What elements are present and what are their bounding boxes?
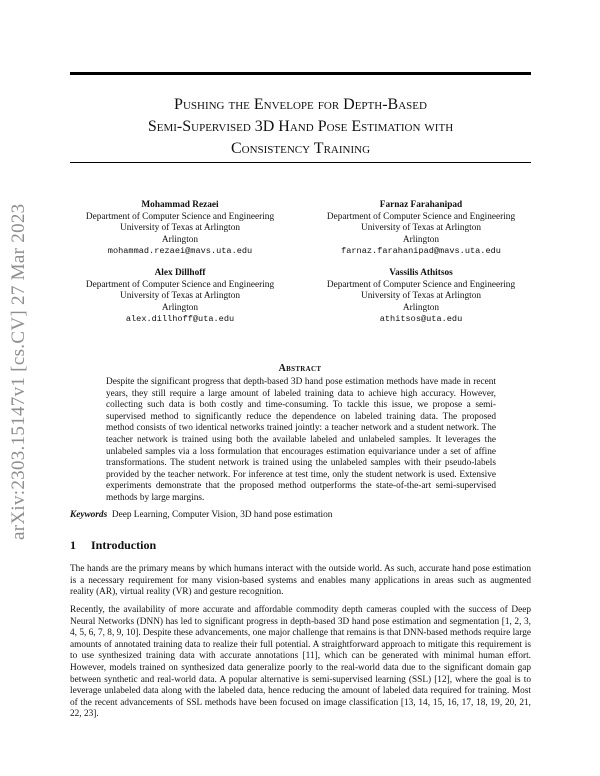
author-name: Farnaz Farahanipad bbox=[379, 200, 463, 210]
section-title: Introduction bbox=[91, 538, 157, 552]
title-top-rule bbox=[70, 72, 531, 75]
author-email[interactable]: farnaz.farahanipad@mavs.uta.edu bbox=[341, 246, 501, 257]
intro-paragraph-1: The hands are the primary means by which humans interact with the outside world. As such, accurate hand pose estimation is a necessary requirement for many vision-based systems and enables many applications in areas such as augmented reality (AR), virtual reality (VR) and gesture recognition. bbox=[70, 564, 531, 598]
section-heading bbox=[70, 538, 156, 553]
author-2 bbox=[291, 200, 551, 258]
author-city: Arlington bbox=[402, 234, 440, 245]
arxiv-side-stamp: arXiv:2303.15147v1 [cs.CV] 27 Mar 2023 bbox=[8, 203, 29, 540]
author-email[interactable]: mohammad.rezaei@mavs.uta.edu bbox=[107, 246, 253, 257]
author-city: Arlington bbox=[161, 234, 199, 245]
abstract-text: Despite the significant progress that depth-based 3D hand pose estimation methods have made in recent years, they still require a large amount of labeled training data to achieve high accuracy. However, collecting such data is both costly and time-consuming. To tackle this issue, we propose a semi-supervised method to significantly reduce the dependence on labeled training data. The proposed method consists of two identical networks trained jointly: a teacher network and a student network. The teacher network is trained using both the available labeled and unlabeled samples. It leverages the unlabeled samples via a loss formulation that encourages estimation equivariance under a set of affine transformations. The student network is trained using the unlabeled samples with their pseudo-labels provided by the teacher network. For inference at test time, only the student network is used. Extensive experiments demonstrate that the proposed method outperforms the state-of-the-art semi-supervised methods by large margins. bbox=[106, 377, 496, 503]
title-line-3: Consistency Training bbox=[230, 140, 371, 157]
author-3 bbox=[50, 268, 310, 326]
keywords-label: Keywords bbox=[70, 510, 108, 520]
author-name: Mohammad Rezaei bbox=[141, 200, 219, 210]
author-univ: University of Texas at Arlington bbox=[119, 291, 241, 302]
author-dept: Department of Computer Science and Engineering bbox=[85, 211, 275, 222]
author-name: Vassilis Athitsos bbox=[389, 268, 453, 278]
abstract-heading: Abstract bbox=[278, 363, 322, 374]
keywords-text: Deep Learning, Computer Vision, 3D hand pose estimation bbox=[111, 510, 333, 520]
author-city: Arlington bbox=[402, 302, 440, 313]
author-univ: University of Texas at Arlington bbox=[360, 291, 482, 302]
author-email[interactable]: alex.dillhoff@uta.edu bbox=[125, 314, 235, 325]
section-number: 1 bbox=[70, 538, 76, 552]
author-dept: Department of Computer Science and Engineering bbox=[326, 279, 516, 290]
author-dept: Department of Computer Science and Engineering bbox=[85, 279, 275, 290]
paper-title bbox=[70, 94, 531, 160]
intro-paragraph-2: Recently, the availability of more accurate and affordable commodity depth cameras coupled with the success of Deep Neural Networks (DNN) has led to significant progress in depth-based 3D hand pose estimation and segmentation [1, 2, 3, 4, 5, 6, 7, 8, 9, 10]. Despite these advancements, one major challenge that remains is that DNN-based methods require large amounts of annotated training data to realize their full potential. A straightforward approach to mitigate this requirement is to use synthesized training data with accurate annotations [11], which can be generated with minimal human effort. However, models trained on synthesized data generalize poorly to the real-world data due to the significant domain gap between synthetic and real-world data. A popular alternative is semi-supervised learning (SSL) [12], where the goal is to leverage unlabeled data along with the labeled data, hence reducing the amount of labeled data required for training. Most of the recent advancements of SSL methods have been focused on image classification [13, 14, 15, 16, 17, 18, 19, 20, 21, 22, 23]. bbox=[70, 605, 531, 720]
author-4 bbox=[291, 268, 551, 326]
title-line-1: Pushing the Envelope for Depth-Based bbox=[174, 96, 427, 113]
title-line-2: Semi-Supervised 3D Hand Pose Estimation with bbox=[147, 118, 454, 135]
author-name: Alex Dillhoff bbox=[154, 268, 206, 278]
author-univ: University of Texas at Arlington bbox=[360, 223, 482, 234]
author-univ: University of Texas at Arlington bbox=[119, 223, 241, 234]
author-email[interactable]: athitsos@uta.edu bbox=[379, 314, 463, 325]
title-bottom-rule bbox=[70, 162, 531, 163]
author-city: Arlington bbox=[161, 302, 199, 313]
author-dept: Department of Computer Science and Engineering bbox=[326, 211, 516, 222]
author-1 bbox=[50, 200, 310, 258]
keywords-line bbox=[70, 510, 531, 520]
